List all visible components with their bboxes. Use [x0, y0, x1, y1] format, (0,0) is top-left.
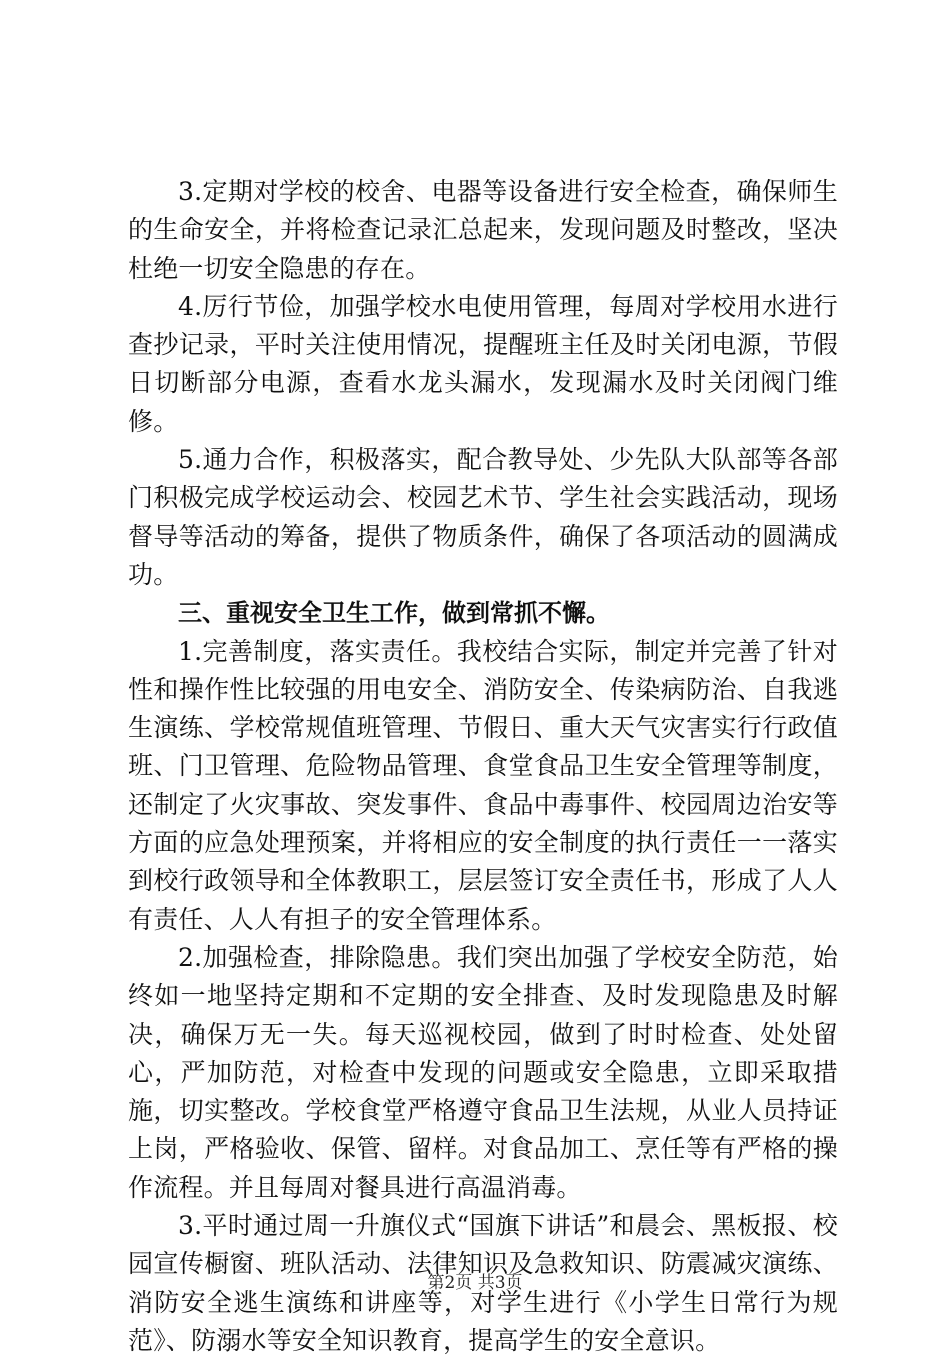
paragraph-item-3-education: 3.平时通过周一升旗仪式“国旗下讲话”和晨会、黑板报、校园宣传橱窗、班队活动、法律知识及急救知识、防震减灾演练、消防安全逃生演练和讲座等，对学生进行《小学生日常行为规范》、防溺水等安全知识教育，提高学生的安全意识。 — [128, 1211, 838, 1355]
paragraph-item-2-inspection: 2.加强检查，排除隐患。我们突出加强了学校安全防范，始终如一地坚持定期和不定期的安全排查、及时发现隐患及时解决，确保万无一失。每天巡视校园，做到了时时检查、处处留心，严加防范，对检查中发现的问题或安全隐患，立即采取措施，切实整改。学校食堂严格遵守食品卫生法规，从业人员持证上岗，严格验收、保管、留样。对食品加工、烹任等有严格的操作流程。并且每周对餐具进行高温消毒。 — [128, 942, 838, 1202]
paragraph-item-5-cooperation: 5.通力合作，积极落实，配合教导处、少先队大队部等各部门积极完成学校运动会、校园艺术节、学生社会实践活动，现场督导等活动的筹备，提供了物质条件，确保了各项活动的圆满成功。 — [128, 445, 838, 589]
paragraph-item-1-system: 1.完善制度，落实责任。我校结合实际，制定并完善了针对性和操作性比较强的用电安全、消防安全、传染病防治、自我逃生演练、学校常规值班管理、节假日、重大天气灾害实行行政值班、门卫管理、危险物品管理、食堂食品卫生安全管理等制度，还制定了火灾事故、突发事件、食品中毒事件、校园周边治安等方面的应急处理预案，并将相应的安全制度的执行责任一一落实到校行政领导和全体教职工，层层签订安全责任书，形成了人人有责任、人人有担子的安全管理体系。 — [128, 636, 838, 934]
document-body — [128, 173, 838, 1360]
page-number-footer: 第2页 共3页 — [427, 1273, 523, 1293]
section-heading-three: 三、重视安全卫生工作，做到常抓不懈。 — [178, 599, 610, 628]
paragraph-item-4-utilities: 4.厉行节俭，加强学校水电使用管理，每周对学校用水进行查抄记录，平时关注使用情况，提醒班主任及时关闭电源，节假日切断部分电源，查看水龙头漏水，发现漏水及时关闭阀门维修。 — [128, 291, 838, 436]
paragraph-item-3-inspection: 3.定期对学校的校舍、电器等设备进行安全检查，确保师生的生命安全，并将检查记录汇总起来，发现问题及时整改，坚决杜绝一切安全隐患的存在。 — [128, 177, 838, 283]
